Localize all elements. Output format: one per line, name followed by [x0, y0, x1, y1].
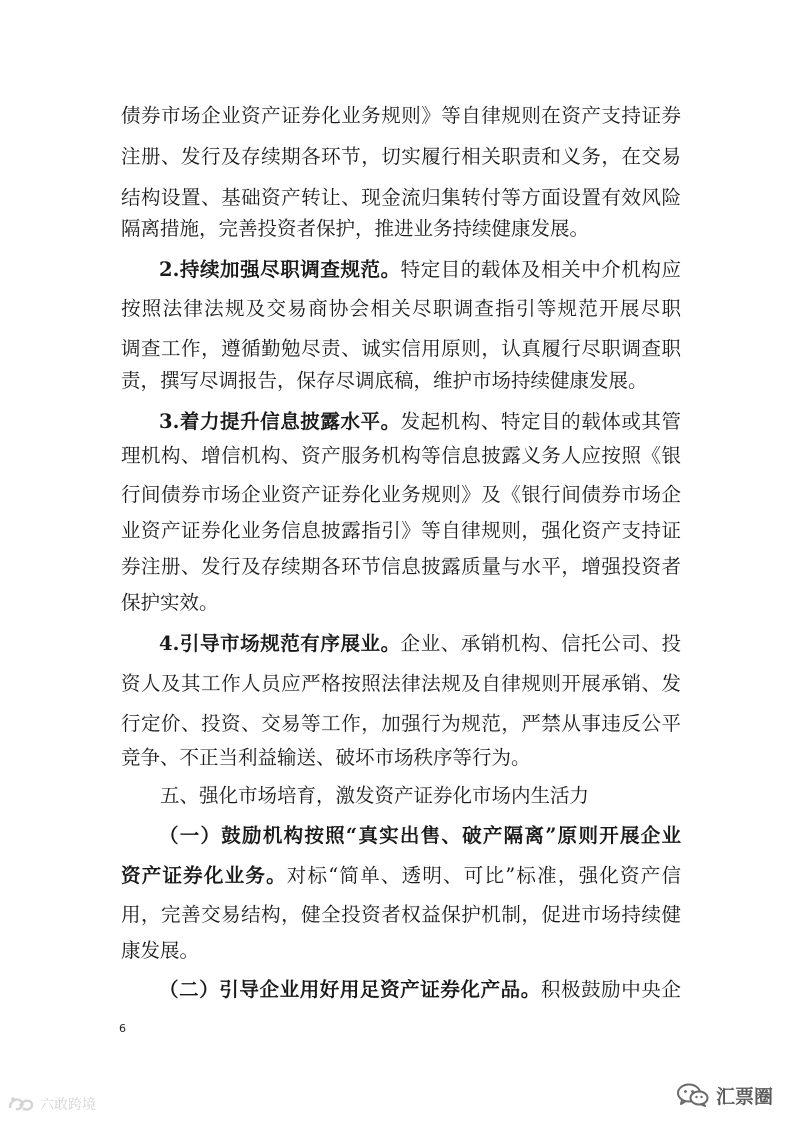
text-line: 券注册、发行及存续期各环节信息披露质量与水平，增强投资者	[121, 555, 681, 578]
text-line: 债券市场企业资产证券化业务规则》等自律规则在资产支持证券	[121, 104, 681, 127]
wechat-icon	[676, 1082, 710, 1108]
text-run: 企业、承销机构、信托公司、投	[400, 632, 681, 655]
paragraph-3-first-line	[159, 403, 681, 441]
brand-logo-icon	[6, 1094, 36, 1114]
text-line: 竞争、不正当利益输送、破坏市场秩序等行为。	[121, 746, 531, 769]
text-line: 隔离措施，完善投资者保护，推进业务持续健康发展。	[121, 217, 590, 240]
text-line: 康发展。	[121, 939, 200, 962]
heading-4: 4.引导市场规范有序展业。	[159, 632, 401, 655]
section-heading-5: 五、强化市场培育，激发资产证券化市场内生活力	[160, 784, 590, 807]
text-line: 结构设置、基础资产转让、现金流归集转付等方面设置有效风险	[121, 186, 681, 209]
text-line: 行间债券市场企业资产证券化业务规则》及《银行间债券市场企	[121, 483, 681, 506]
text-line: 按照法律法规及交易商协会相关尽职调查指引等规范开展尽职	[121, 297, 681, 320]
paragraph-2-first-line	[159, 251, 681, 289]
paragraph-4-first-line	[159, 625, 681, 663]
heading-3: 3.着力提升信息披露水平。	[159, 410, 401, 433]
watermark-left	[6, 1092, 96, 1116]
subsection-heading-1-cont: 资产证券化业务。	[121, 864, 287, 887]
text-line: 注册、发行及存续期各环节，切实履行相关职责和义务，在交易	[121, 145, 681, 168]
text-run: 发起机构、特定目的载体或其管	[400, 410, 681, 433]
text-line: 业资产证券化业务信息披露指引》等自律规则，强化资产支持证	[121, 519, 681, 542]
subsection-2-first-line	[159, 971, 681, 1009]
text-run: 对标“简单、透明、可比”标准，强化资产信	[286, 864, 681, 887]
text-line: 用，完善交易结构，健全投资者权益保护机制，促进市场持续健	[121, 903, 681, 926]
text-line: 理机构、增信机构、资产服务机构等信息披露义务人应按照《银	[121, 444, 681, 467]
text-run: 积极鼓励中央企	[540, 978, 681, 1001]
paragraph-sub1-line	[121, 857, 681, 895]
text-line: 行定价、投资、交易等工作，加强行为规范，严禁从事违反公平	[121, 712, 681, 735]
subsection-heading-2: （二）引导企业用好用足资产证券化产品。	[159, 978, 541, 1001]
subsection-heading-1: （一）鼓励机构按照“真实出售、破产隔离”原则开展企业	[159, 824, 681, 847]
page-number: 6	[119, 1022, 126, 1035]
text-line: 责，撰写尽调报告，保存尽调底稿，维护市场持续健康发展。	[121, 369, 648, 392]
heading-2: 2.持续加强尽职调查规范。	[159, 258, 401, 281]
watermark-right	[676, 1080, 773, 1110]
text-line: 保护实效。	[121, 591, 219, 614]
text-line: 调查工作，遵循勤勉尽责、诚实信用原则，认真履行尽职调查职	[121, 337, 681, 360]
watermark-left-text: 六敢跨境	[40, 1097, 96, 1113]
text-run: 特定目的载体及相关中介机构应	[400, 258, 681, 281]
watermark-right-text: 汇票圈	[716, 1085, 774, 1108]
text-line: 资人及其工作人员应严格按照法律法规及自律规则开展承销、发	[121, 672, 681, 695]
